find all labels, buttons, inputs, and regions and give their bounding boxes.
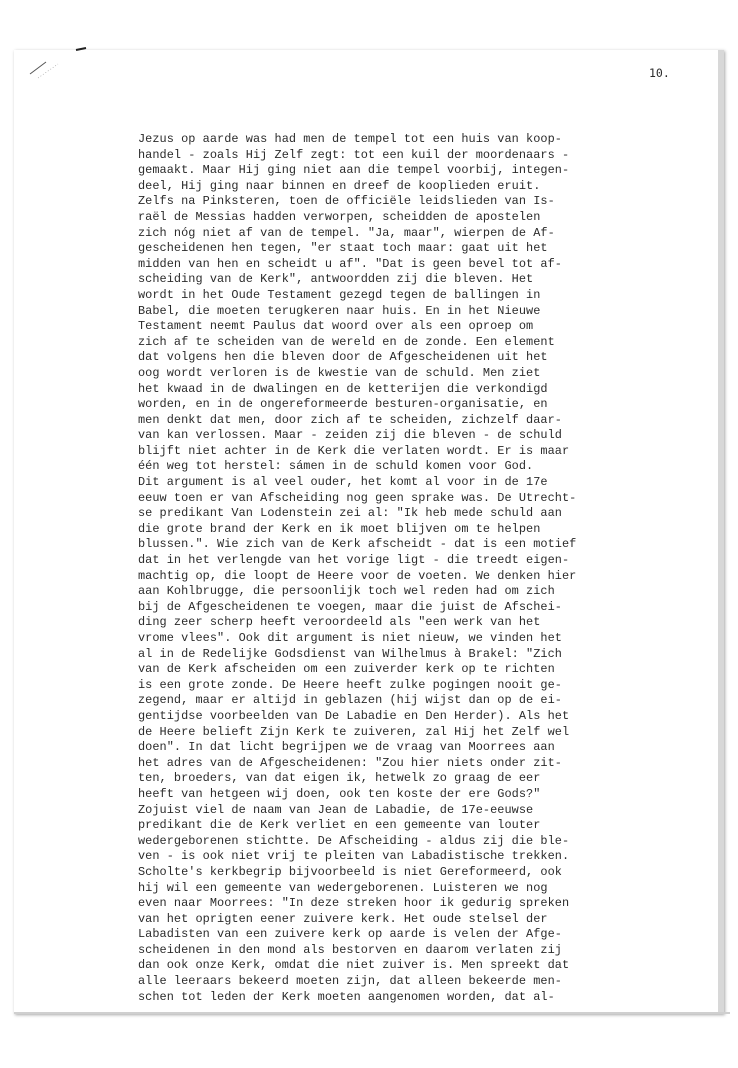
text-line: al in de Redelijke Godsdienst van Wilhelmus à Brakel: "Zich	[138, 646, 562, 661]
text-line: alle leeraars bekeerd moeten zijn, dat alleen bekeerde men-	[138, 974, 562, 989]
text-line: zich af te scheiden van de wereld en de zonde. Een element	[138, 334, 555, 349]
text-line: aan Kohlbrugge, die persoonlijk toch wel reden had om zich	[138, 584, 555, 599]
text-line: blijft niet achter in de Kerk die verlaten wordt. Er is maar	[138, 443, 570, 458]
text-line: Zojuist viel de naam van Jean de Labadie, de 17e-eeuwse	[138, 802, 534, 817]
text-line: Jezus op aarde was had men de tempel tot een huis van koop-	[138, 132, 562, 146]
text-line: van het oprigten eener zuivere kerk. Het oude stelsel der	[138, 911, 548, 926]
text-line: wordt in het Oude Testament gezegd tegen de ballingen in	[138, 287, 541, 302]
text-line: dan ook onze Kerk, omdat die niet zuiver is. Men spreekt dat	[138, 958, 570, 973]
text-line: deel, Hij ging naar binnen en dreef de kooplieden eruit.	[138, 178, 541, 193]
text-line: de Heere belieft Zijn Kerk te zuiveren, zal Hij het Zelf wel	[138, 724, 570, 739]
text-line: predikant die de Kerk verliet en een gemeente van louter	[138, 818, 541, 833]
text-line: het kwaad in de dwalingen en de ketterijen die verkondigd	[138, 381, 548, 396]
text-line: raël de Messias hadden verworpen, scheidden de apostelen	[138, 209, 541, 224]
text-line: Babel, die moeten terugkeren naar huis. En in het Nieuwe	[138, 303, 541, 318]
text-line: ten, broeders, van dat eigen ik, hetwelk zo graag de eer	[138, 771, 541, 786]
text-line: blussen.". Wie zich van de Kerk afscheidt - dat is een motief	[138, 537, 577, 552]
text-line: vrome vlees". Ook dit argument is niet nieuw, we vinden het	[138, 631, 562, 645]
text-line: Dit argument is al veel ouder, het komt al voor in de 17e	[138, 475, 548, 490]
text-line: ven - is ook niet vrij te pleiten van Labadistische trekken.	[138, 849, 570, 864]
text-line: zegend, maar er altijd in geblazen (hij wijst dan op de ei-	[138, 693, 562, 708]
text-line: machtig op, die loopt de Heere voor de voeten. We denken hier	[138, 568, 577, 583]
page-number: 10.	[649, 66, 670, 80]
text-line: scheidenen in den mond als bestorven en daarom verlaten zij	[138, 942, 562, 957]
text-line: het adres van de Afgescheidenen: "Zou hier niets onder zit-	[138, 755, 562, 770]
text-line: even naar Moorrees: "In deze streken hoor ik gedurig spreken	[138, 896, 570, 911]
text-line: is een grote zonde. De Heere heeft zulke pogingen nooit ge-	[138, 677, 562, 692]
text-line: wedergeborenen stichtte. De Afscheiding - aldus zij die ble-	[138, 833, 570, 848]
text-line: men denkt dat men, door zich af te scheiden, zichzelf daar-	[138, 412, 562, 427]
text-line: gemaakt. Maar Hij ging niet aan die tempel voorbij, integen-	[138, 163, 570, 178]
text-line: Scholte's kerkbegrip bijvoorbeeld is niet Gereformeerd, ook	[138, 864, 562, 879]
text-line: dat volgens hen die bleven door de Afgescheidenen uit het	[138, 350, 548, 365]
text-line: één weg tot herstel: sámen in de schuld komen voor God.	[138, 459, 534, 474]
text-line: bij de Afgescheidenen te voegen, maar die juist de Afschei-	[138, 599, 562, 614]
text-line: gentijdse voorbeelden van De Labadie en Den Herder). Als het	[138, 708, 570, 723]
text-line: scheiding van de Kerk", antwoordden zij die bleven. Het	[138, 272, 534, 287]
text-line: van de Kerk afscheiden om een zuiverder kerk op te richten	[138, 662, 555, 677]
text-line: heeft van hetgeen wij doen, ook ten koste der ere Gods?"	[138, 786, 541, 801]
text-line: doen". In dat licht begrijpen we de vraag van Moorrees aan	[138, 740, 555, 755]
text-line: van kan verlossen. Maar - zeiden zij die bleven - de schuld	[138, 428, 562, 443]
text-line: midden van hen en scheidt u af". "Dat is geen bevel tot af-	[138, 256, 562, 271]
text-line: hij wil een gemeente van wedergeborenen. Luisteren we nog	[138, 880, 548, 895]
text-line: schen tot leden der Kerk moeten aangenomen worden, dat al-	[138, 989, 555, 1004]
text-line: ding zeer scherp heeft veroordeeld als "een werk van het	[138, 615, 541, 630]
text-line: eeuw toen er van Afscheiding nog geen sprake was. De Utrecht-	[138, 490, 577, 505]
text-line: zich nóg niet af van de tempel. "Ja, maar", wierpen de Af-	[138, 225, 555, 240]
text-line: Testament neemt Paulus dat woord over als een oproep om	[138, 319, 534, 334]
text-line: dat in het verlengde van het vorige ligt - die treedt eigen-	[138, 553, 570, 568]
text-line: handel - zoals Hij Zelf zegt: tot een kuil der moordenaars -	[138, 147, 570, 162]
text-line: worden, en in de ongereformeerde besturen-organisatie, en	[138, 397, 548, 412]
text-line: Labadisten van een zuivere kerk op aarde is velen der Afge-	[138, 927, 562, 942]
text-line: Zelfs na Pinksteren, toen de officiële leidslieden van Is-	[138, 194, 555, 209]
text-line: die grote brand der Kerk en ik moet blijven om te helpen	[138, 521, 541, 536]
page-edge	[14, 1012, 730, 1014]
text-line: se predikant Van Lodenstein zei al: "Ik heb mede schuld aan	[138, 506, 562, 521]
scan-corner-mark	[28, 44, 88, 84]
body-text	[138, 132, 698, 1005]
text-line: oog wordt verloren is de kwestie van de schuld. Men ziet	[138, 365, 541, 380]
text-line: gescheidenen hen tegen, "er staat toch maar: gaat uit het	[138, 241, 548, 256]
